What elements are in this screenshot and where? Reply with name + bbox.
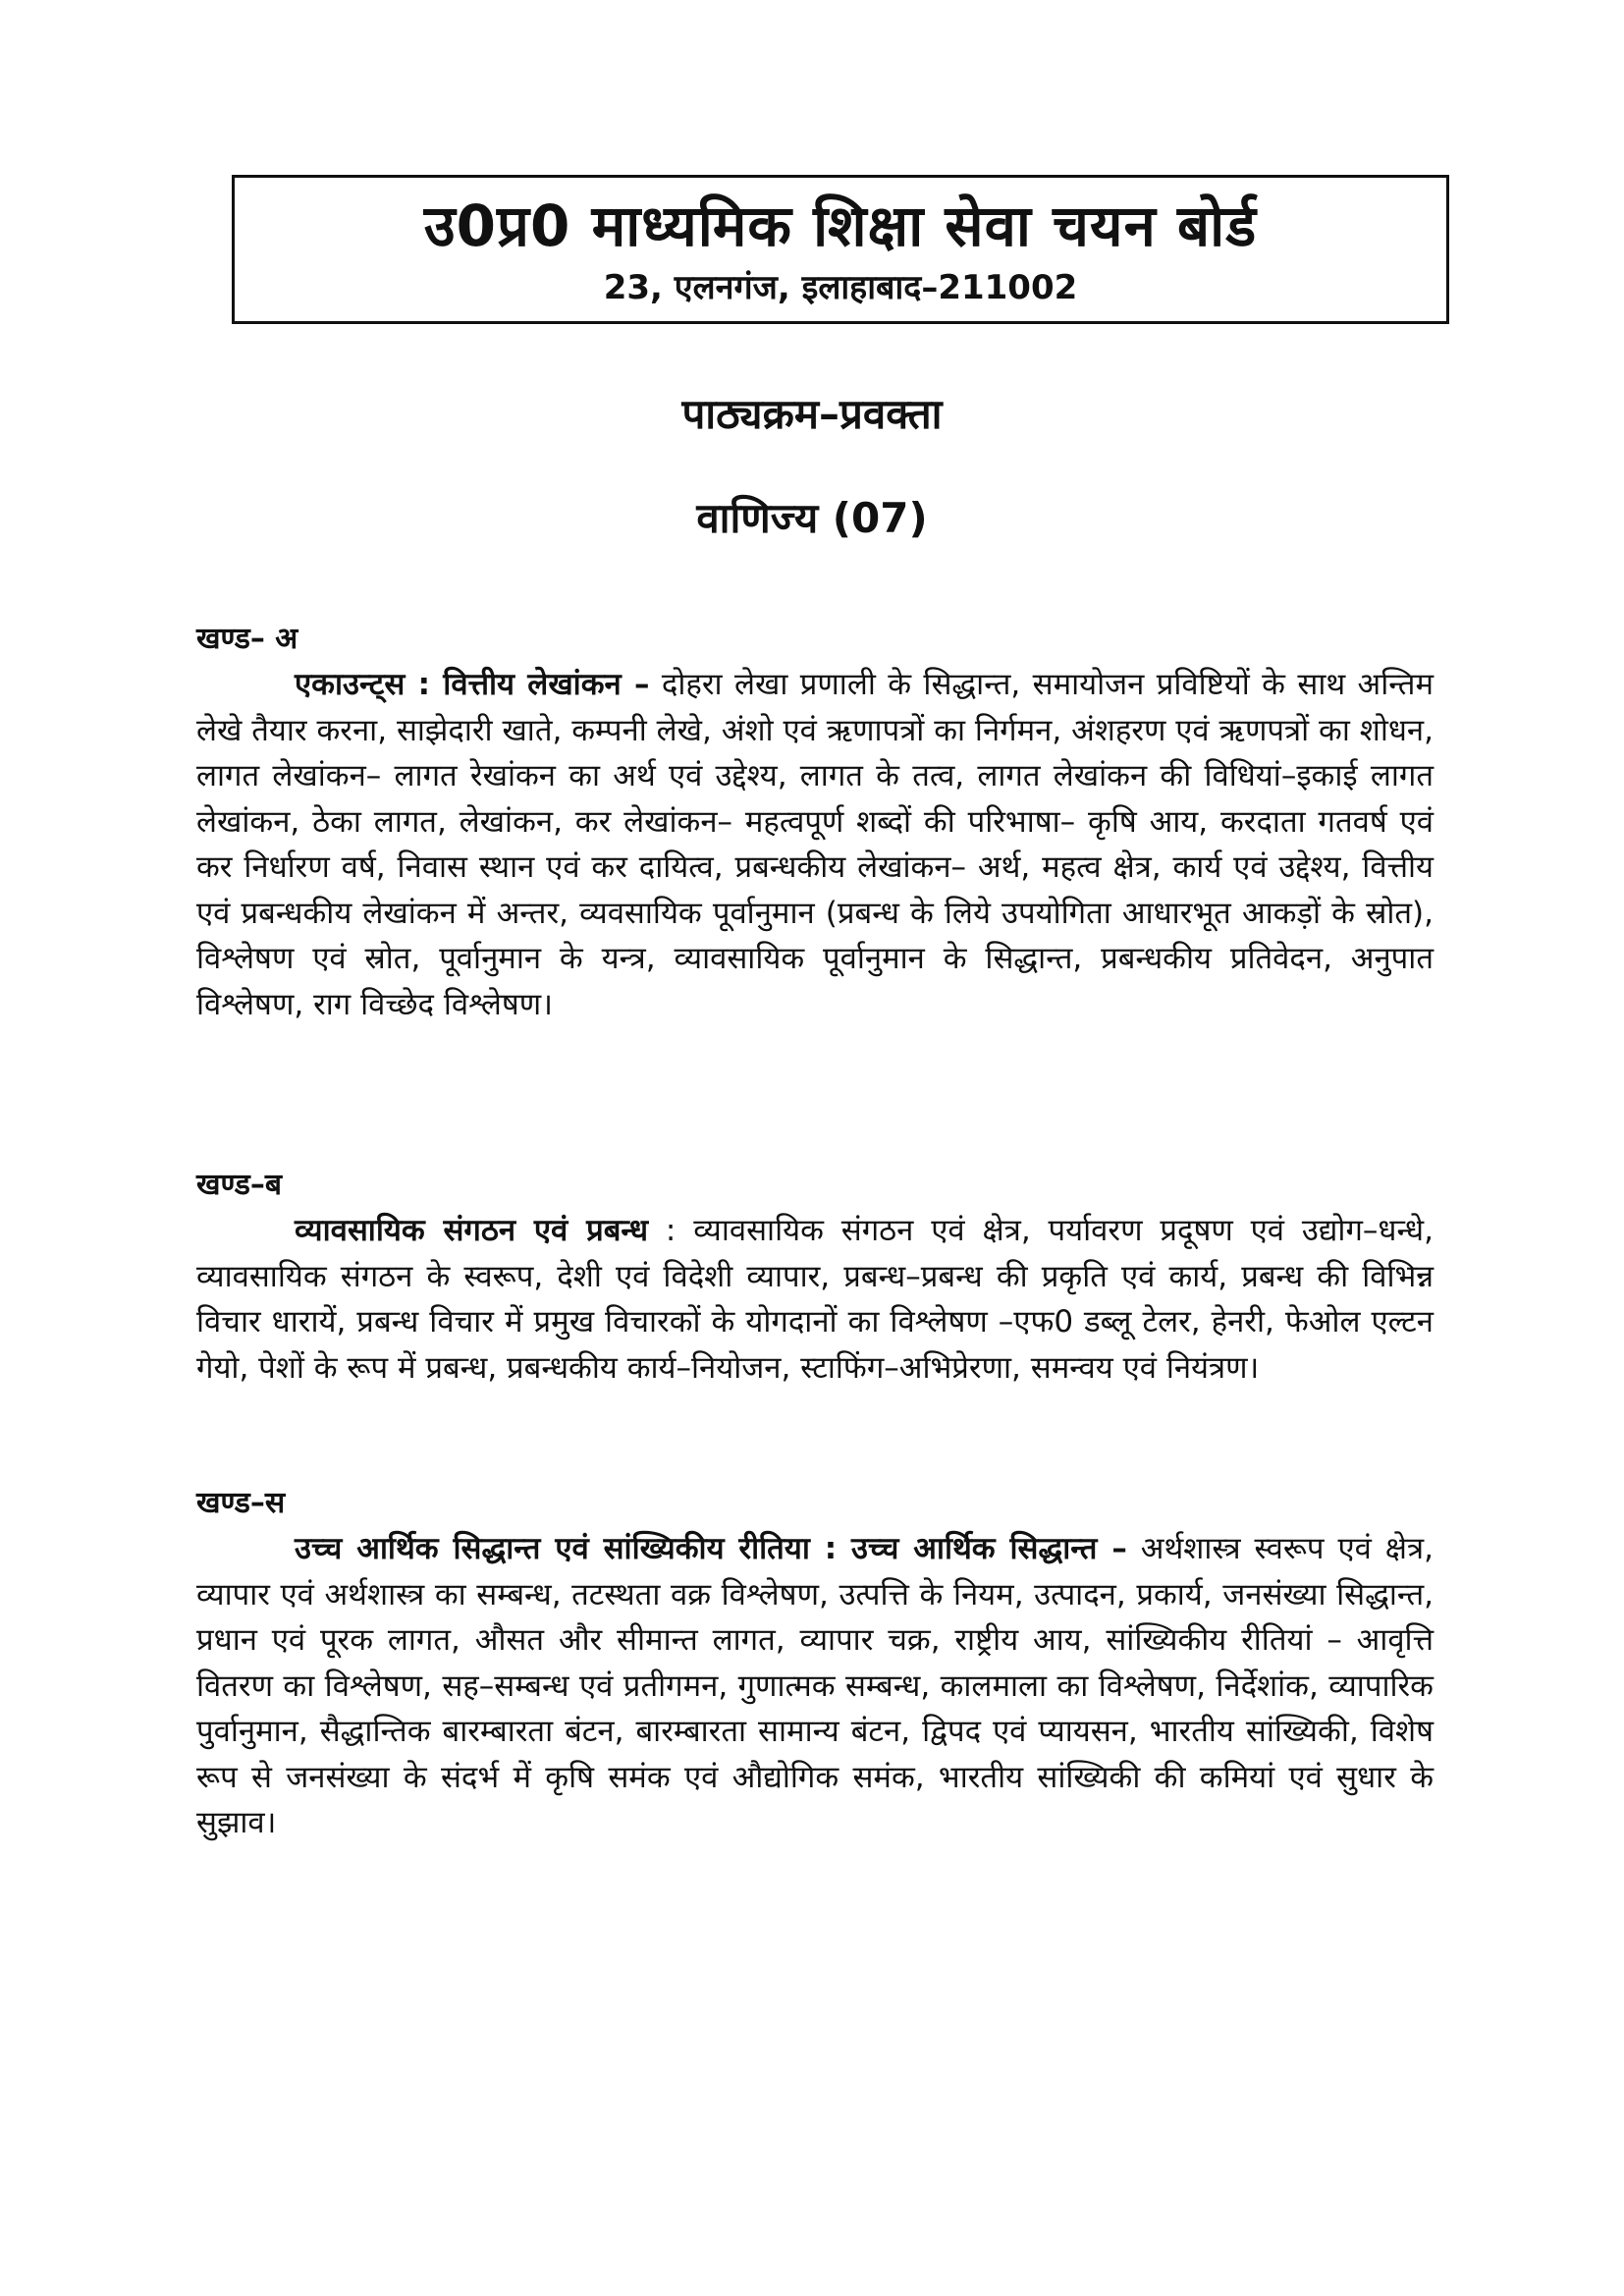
section-lead: व्यावसायिक संगठन एवं प्रबन्ध (295, 1213, 649, 1248)
section-heading: खण्ड– अ (196, 622, 298, 656)
section-text: अर्थशास्त्र स्वरूप एवं क्षेत्र, व्यापार एवं अर्थशास्त्र का सम्बन्ध, तटस्थता वक्र विश्लेषण, उत्पत्ति के नियम, उत्पादन, प्रकार्य, जनसंख्या सिद्धान्त, प्रधान एवं पूरक लागत, औसत और सीमान्त लागत, व्यापार चक्र, राष्ट्रीय आय, सांख्यिकीय रीतियां – आवृत्ति वितरण का विश्लेषण, सह–सम्बन्ध एवं प्रतीगमन, गुणात्मक सम्बन्ध, कालमाला का विश्लेषण, निर्देशांक, व्यापारिक पुर्वानुमान, सैद्धान्तिक बारम्बारता बंटन, बारम्बारता सामान्य बंटन, द्विपद एवं प्यायसन, भारतीय सांख्यिकी, विशेष रूप से जनसंख्या के संदर्भ में कृषि समंक एवं औद्योगिक समंक, भारतीय सांख्यिकी की कमियां एवं सुधार के सुझाव। (196, 1531, 1434, 1840)
section-body (196, 1526, 1434, 1846)
section-text: दोहरा लेखा प्रणाली के सिद्धान्त, समायोजन प्रविष्टियों के साथ अन्तिम लेखे तैयार करना, साझेदारी खाते, कम्पनी लेखे, अंशो एवं ऋणापत्रों का निर्गमन, अंशहरण एवं ऋणपत्रों का शोधन, लागत लेखांकन– लागत रेखांकन का अर्थ एवं उद्देश्य, लागत के तत्व, लागत लेखांकन की विधियां–इकाई लागत लेखांकन, ठेका लागत, लेखांकन, कर लेखांकन– महत्वपूर्ण शब्दों की परिभाषा– कृषि आय, करदाता गतवर्ष एवं कर निर्धारण वर्ष, निवास स्थान एवं कर दायित्व, प्रबन्धकीय लेखांकन– अर्थ, महत्व क्षेत्र, कार्य एवं उद्देश्य, वित्तीय एवं प्रबन्धकीय लेखांकन में अन्तर, व्यवसायिक पूर्वानुमान (प्रबन्ध के लिये उपयोगिता आधारभूत आकड़ों के स्रोत), विश्लेषण एवं स्रोत, पूर्वानुमान के यन्त्र, व्यावसायिक पूर्वानुमान के सिद्धान्त, प्रबन्धकीय प्रतिवेदन, अनुपात विश्लेषण, राग विच्छेद विश्लेषण। (196, 667, 1434, 1022)
section-text: : व्यावसायिक संगठन एवं क्षेत्र, पर्यावरण प्रदूषण एवं उद्योग–धन्धे, व्यावसायिक संगठन के स्वरूप, देशी एवं विदेशी व्यापार, प्रबन्ध–प्रबन्ध की प्रकृति एवं कार्य, प्रबन्ध की विभिन्न विचार धारायें, प्रबन्ध विचार में प्रमुख विचारकों के योगदानों का विश्लेषण –एफ0 डब्लू टेलर, हेनरी, फेओल एल्टन गेयो, पेशों के रूप में प्रबन्ध, प्रबन्धकीय कार्य–नियोजन, स्टाफिंग–अभिप्रेरणा, समन्वय एवं नियंत्रण। (196, 1213, 1434, 1386)
section-heading: खण्ड–ब (196, 1168, 282, 1202)
header-box (232, 175, 1449, 324)
subject-title: वाणिज्य (07) (696, 494, 928, 542)
section-body (196, 662, 1434, 1027)
board-address: 23, एलनगंज, इलाहाबाद–211002 (603, 268, 1078, 307)
section-c (196, 1481, 1434, 1846)
section-heading: खण्ड–स (196, 1486, 286, 1520)
board-title: उ0प्र0 माध्यमिक शिक्षा सेवा चयन बोर्ड (423, 192, 1258, 259)
syllabus-title: पाठ्यक्रम–प्रवक्ता (681, 390, 943, 438)
section-a (196, 617, 1434, 1027)
section-b (196, 1163, 1434, 1391)
section-body (196, 1208, 1434, 1391)
section-lead: एकाउन्ट्स : वित्तीय लेखांकन – (295, 667, 650, 702)
section-lead: उच्च आर्थिक सिद्धान्त एवं सांख्यिकीय रीतिया : उच्च आर्थिक सिद्धान्त – (295, 1531, 1127, 1566)
